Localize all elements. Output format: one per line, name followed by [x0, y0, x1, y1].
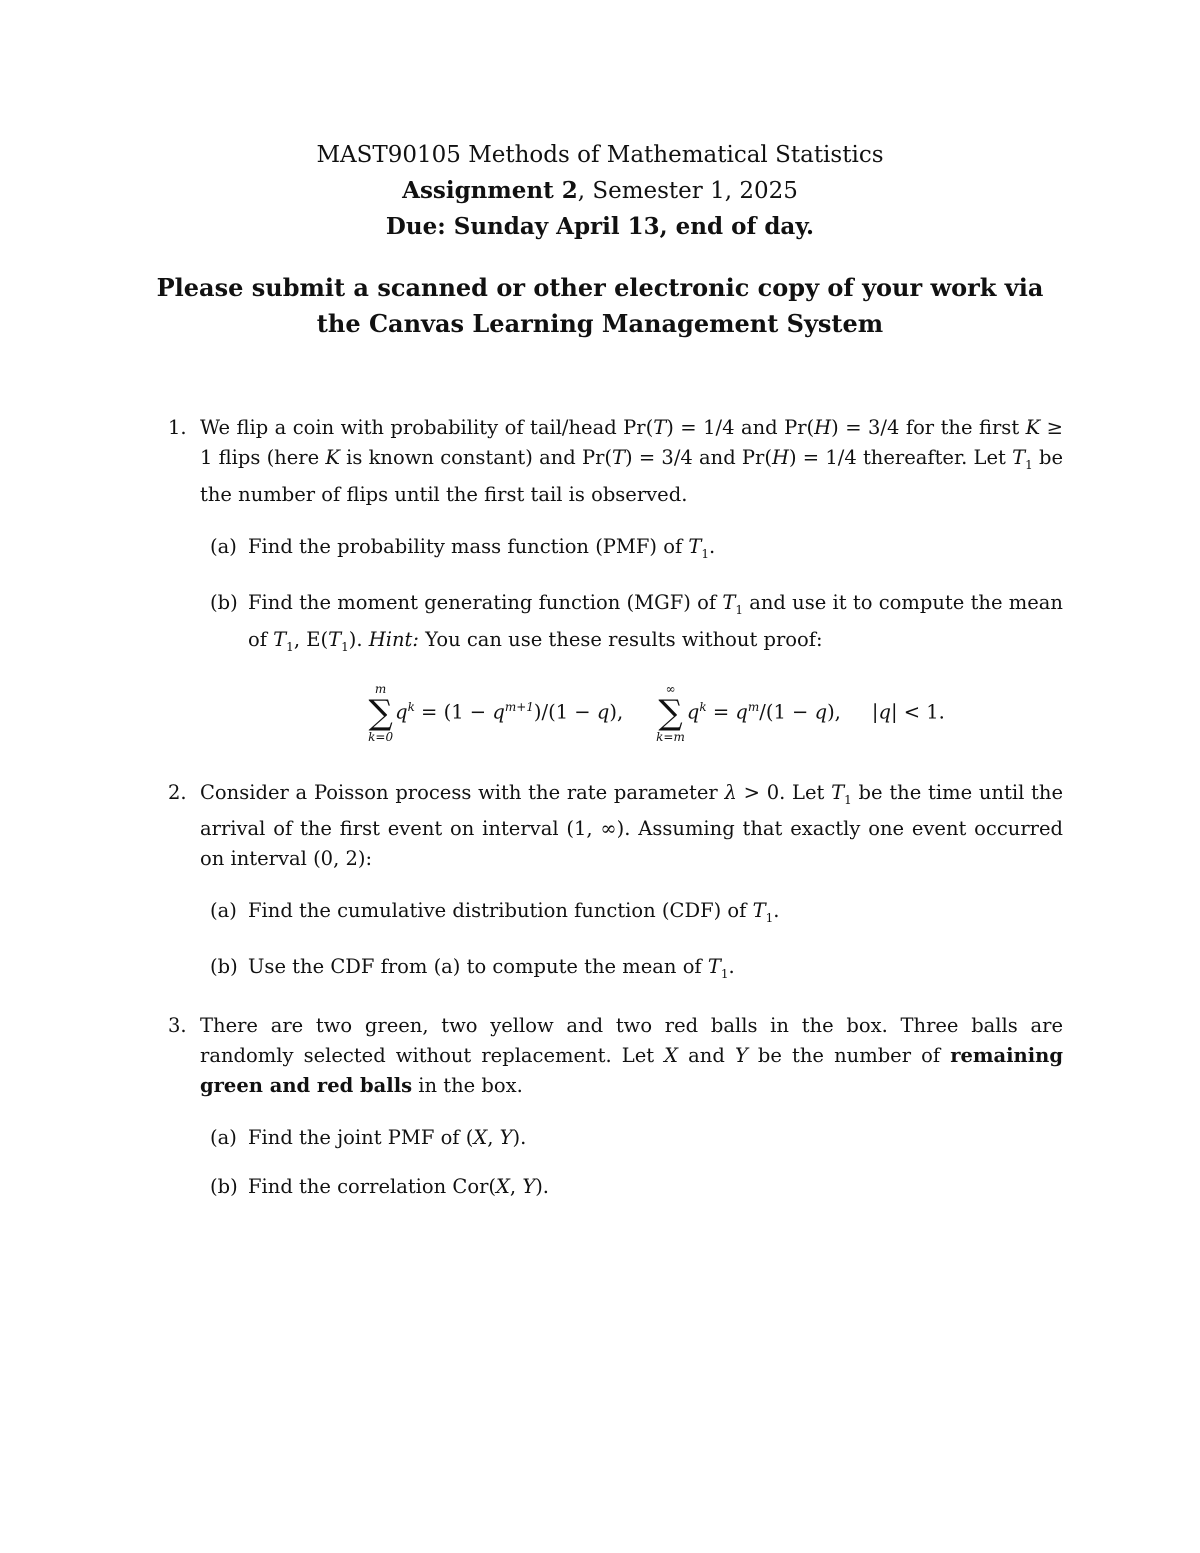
hint-formula: m ∑ k=0 $q^k = (1 - q^{m+1})/(1 - q)$, ∞ ∑ k=m $q^k = q^m/(1 - q)$, |q| < 1. — [368, 681, 945, 744]
submit-line-1: Please submit a scanned or other electronic copy of your work via — [156, 273, 1044, 302]
part-a: (a) Find the joint PMF of (X, Y). — [210, 1123, 1063, 1153]
question-3 — [168, 1011, 1063, 1202]
part-label: (b) — [210, 955, 238, 979]
emphasis: remaining green and red balls — [200, 1044, 1063, 1098]
question-number: 3. — [168, 1014, 187, 1038]
part-label: (a) — [210, 534, 237, 558]
summation-2: ∞ ∑ k=m — [656, 681, 685, 744]
question-parts — [200, 1123, 1063, 1202]
question-list — [168, 413, 1063, 1221]
part-b: (b) Find the correlation Cor(X, Y). — [210, 1172, 1063, 1202]
due-date: Due: Sunday April 13, end of day. — [385, 213, 815, 240]
question-number: 2. — [168, 780, 187, 804]
submission-instructions — [0, 270, 1200, 342]
part-b: (b) Find the moment generating function (MGF) of $T_1$ and use it to compute the mean of $T_1$, $E(T_1)$. Hint: You can use these results without proof: m ∑ k=0 $q^k = (1 - q^{m+1})/(1 - q)$, ∞ ∑ k=m $q^k = q^m/(1 - q)$, |q| < 1. — [210, 588, 1063, 744]
question-parts — [200, 896, 1063, 989]
question-number: 1. — [168, 416, 187, 439]
assignment-label: Assignment 2 — [402, 177, 578, 204]
part-label: (a) — [210, 1126, 237, 1150]
part-label: (a) — [210, 899, 237, 923]
hint-label: Hint: — [368, 627, 419, 651]
part-label: (b) — [210, 590, 238, 614]
question-text: There are two green, two yellow and two red balls in the box. Three balls are randomly selected without replacement. Let X and Y be the number of remaining green and red balls in the box. — [200, 1014, 1063, 1098]
semester-text: , Semester 1, 2025 — [577, 178, 798, 204]
assignment-line — [0, 173, 1200, 209]
question-2 — [168, 778, 1063, 990]
part-a: (a) Find the cumulative distribution function (CDF) of $T_1$. — [210, 896, 1063, 933]
summation-1: m ∑ k=0 — [368, 681, 394, 744]
part-label: (b) — [210, 1175, 238, 1199]
part-b: (b) Use the CDF from (a) to compute the mean of $T_1$. — [210, 952, 1063, 989]
question-text: Consider a Poisson process with the rate parameter λ > 0. Let $T_1$ be the time until the arrival of the first event on interval (1, ∞). Assuming that exactly one event occurred on interval (0, 2): — [200, 780, 1063, 871]
course-title: MAST90105 Methods of Mathematical Statistics — [316, 142, 884, 168]
question-text: We flip a coin with probability of tail/head Pr(T) = 1/4 and Pr(H) = 3/4 for the first K ≥ 1 flips (here K is known constant) and Pr(T) = 3/4 and Pr(H) = 1/4 thereafter. Let $T_1$ be the number of flips until the first tail is observed. — [200, 416, 1064, 506]
title-block — [0, 138, 1200, 244]
submit-line-2: the Canvas Learning Management System — [316, 309, 884, 338]
question-1 — [168, 413, 1063, 744]
question-parts — [200, 532, 1063, 744]
part-a: (a) Find the probability mass function (PMF) of $T_1$. — [210, 532, 1063, 569]
